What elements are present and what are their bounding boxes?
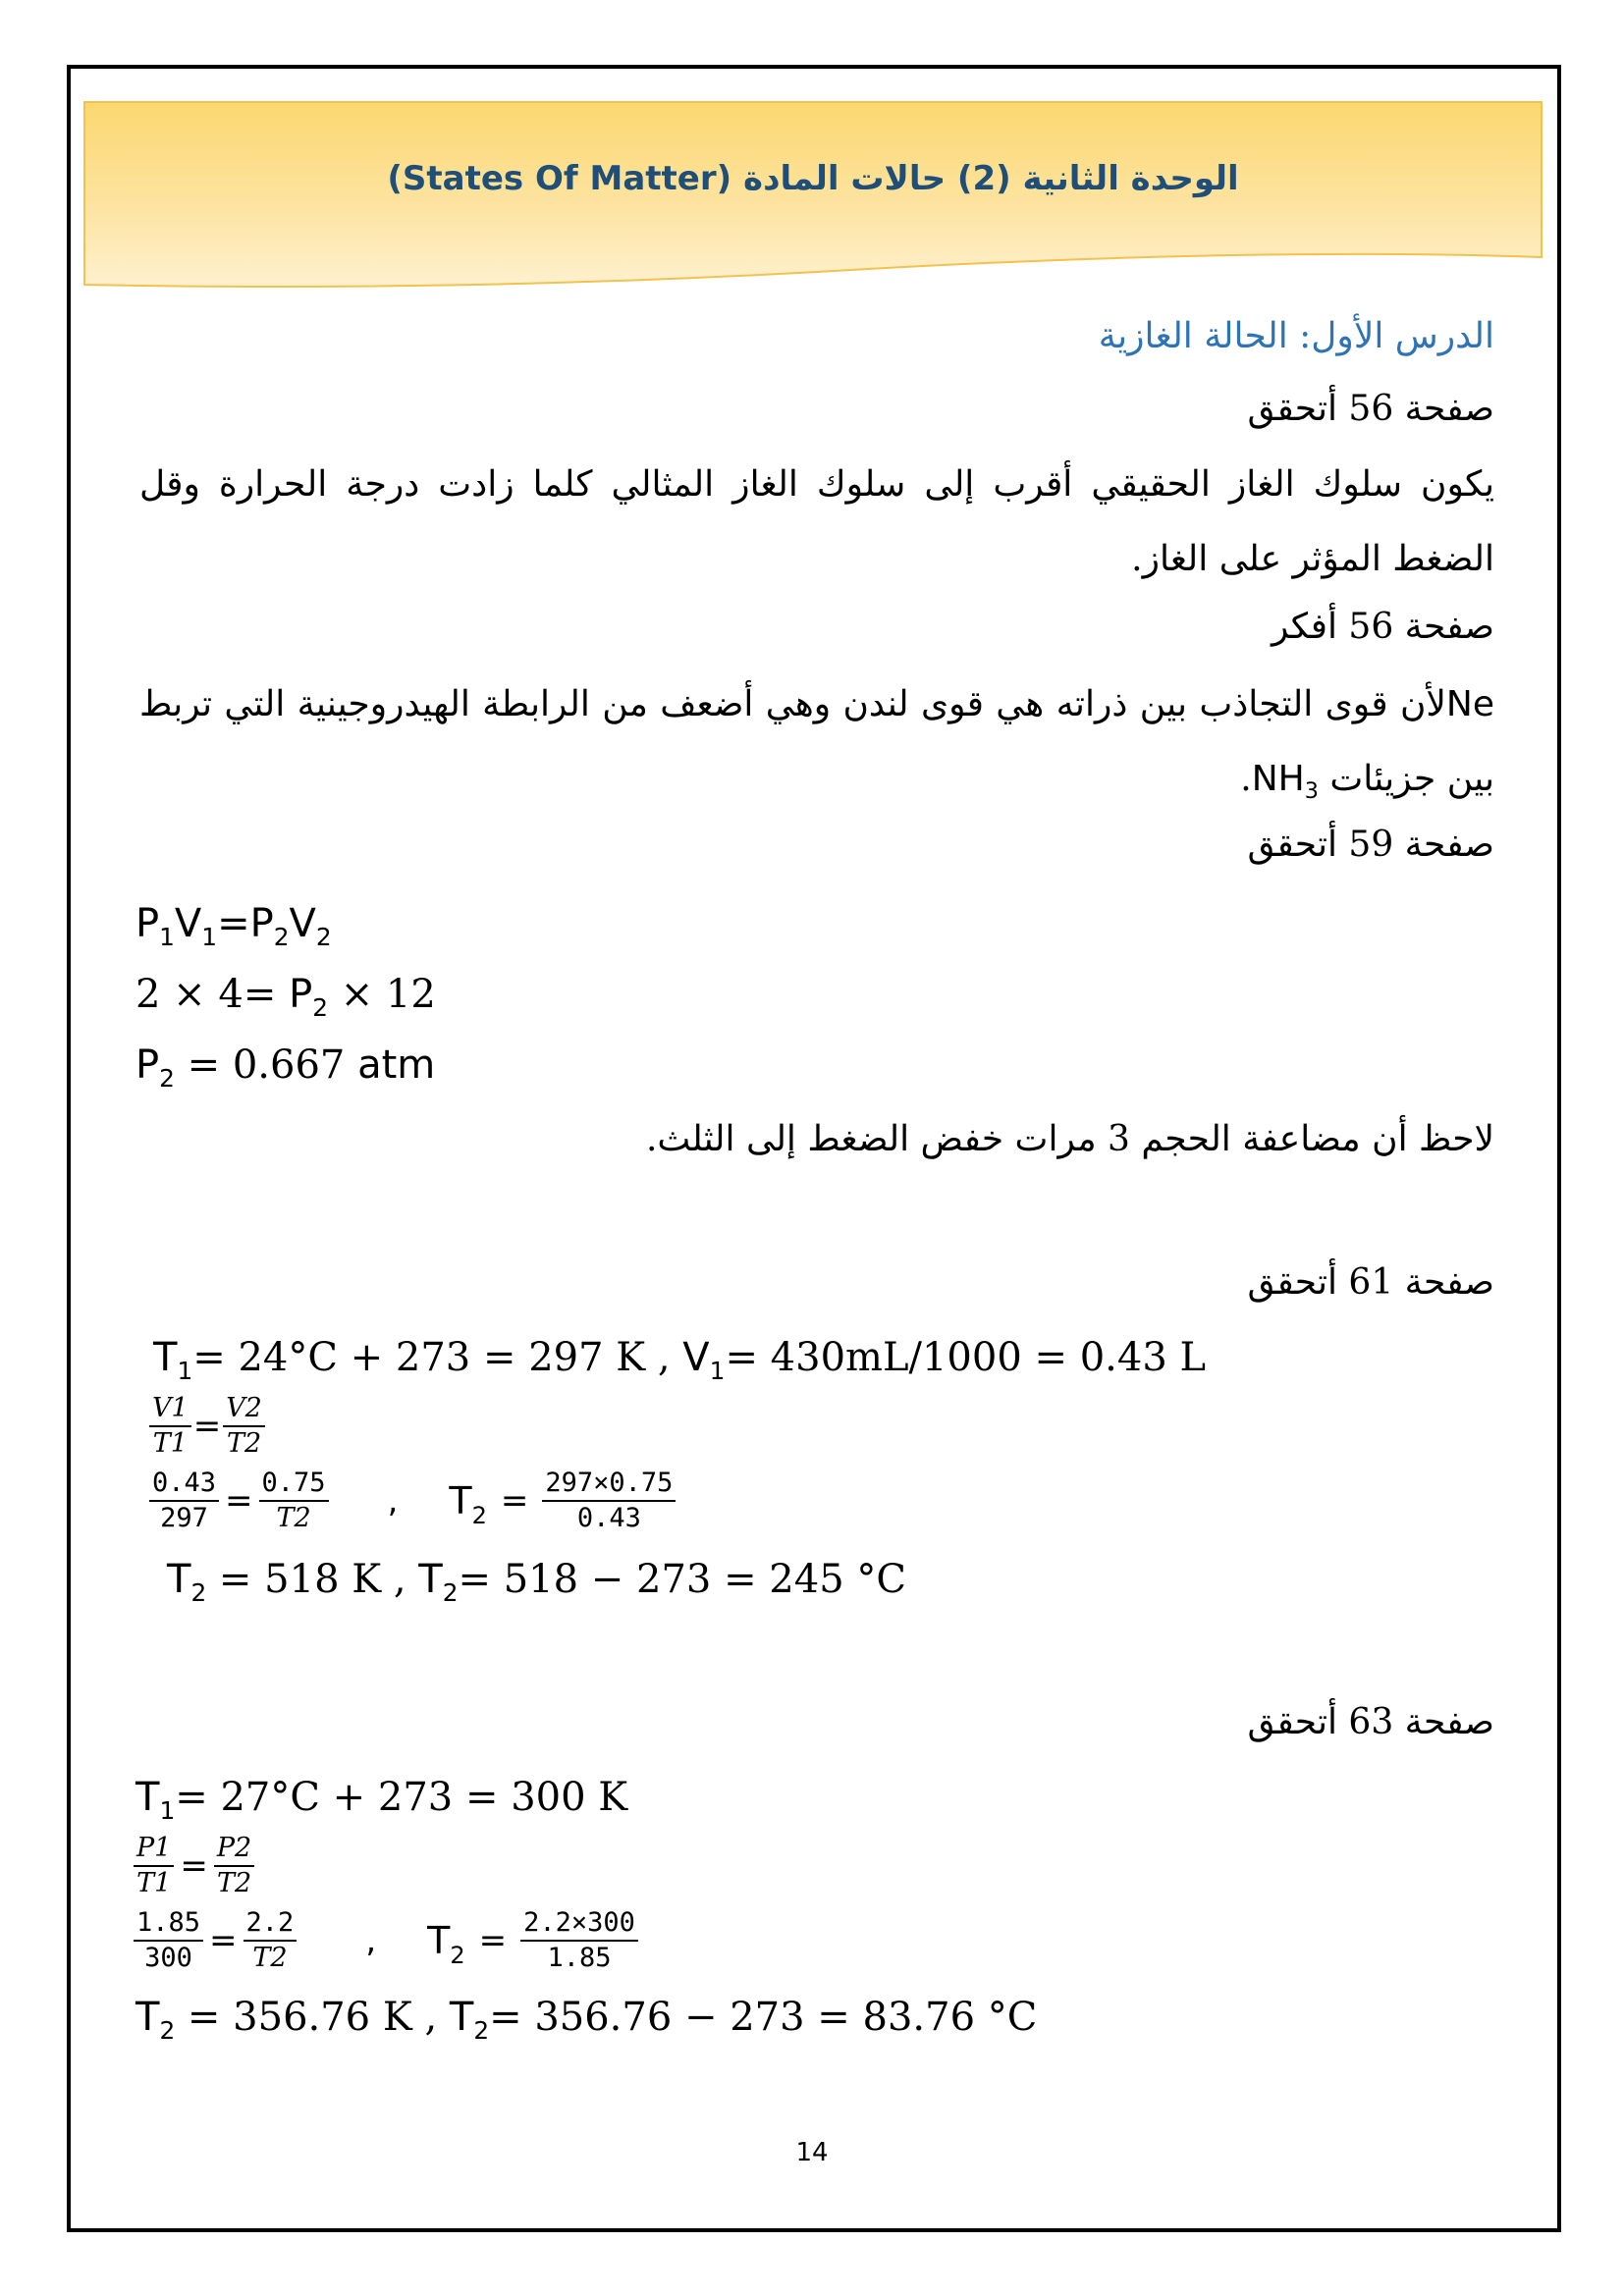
section-heading: صفحة 59 أتحقق: [1247, 825, 1494, 865]
answer-text: يكون سلوك الغاز الحقيقي أقرب إلى سلوك الغاز المثالي كلما زادت درجة الحرارة وقل الضغط المؤثر على الغاز.: [139, 464, 1494, 579]
section-heading: صفحة 56 أتحقق: [1247, 389, 1494, 429]
neon-symbol: Ne: [1445, 684, 1494, 724]
unit-title: الوحدة الثانية (2) حالات المادة (States Of Matter): [387, 159, 1239, 198]
gay-lussac-substitution: $\frac{1.85}{300}$ = $\frac{2.2}{T2}$ , T $_2$ = $\frac{2.2\times 300}{1.85}$: [134, 1906, 638, 1975]
substitution-line: $2 \times 4= P_2 \times 12$: [135, 972, 436, 1022]
page-number: 14: [795, 2138, 829, 2167]
charles-law-fraction: $\frac{V1}{T1}$ = $\frac{V2}{T2}$: [149, 1392, 265, 1461]
result-line: $T_2 = 356.76$ K , $T_2= 356.76 - 273 = 83.76$ °C: [135, 1995, 1038, 2045]
result-line: $T_2 = 518$ K , $T_2= 518 - 273 = 245$ °C: [167, 1557, 906, 1607]
temperature-line: $T_1= 27^\circ C + 273 = 300$ K: [135, 1775, 628, 1825]
section-heading: صفحة 63 أتحقق: [1247, 1702, 1494, 1742]
boyle-law-equation: $P_1V_1=P_2V_2$: [135, 901, 332, 951]
charles-law-substitution: $\frac{0.43}{297}$ = $\frac{0.75}{T2}$ , T $_2$ = $\frac{297\times 0.75}{0.43}$: [149, 1467, 676, 1535]
lesson-title: الدرس الأول: الحالة الغازية: [1098, 316, 1494, 356]
section-heading: صفحة 56 أفكر: [1272, 607, 1494, 647]
result-line: $P_2 = 0.667$ atm: [135, 1042, 436, 1093]
section-heading: صفحة 61 أتحقق: [1247, 1262, 1494, 1303]
ammonia-formula: $NH_3$: [1251, 759, 1319, 805]
gay-lussac-fraction: $\frac{P1}{T1}$ = $\frac{P2}{T2}$: [134, 1832, 254, 1900]
header-banner: [82, 100, 1543, 296]
answer-text: Neلأن قوى التجاذب بين ذراته هي قوى لندن وهي أضعف من الرابطة الهيدروجينية التي تربط بين جزيئات $NH_3$.: [139, 684, 1494, 805]
temperature-volume-line: $T_1= 24^\circ C + 273 = 297$ K , $V_1= 430mL/1000 = 0.43$ L: [153, 1335, 1207, 1385]
note-text: لاحظ أن مضاعفة الحجم 3 مرات خفض الضغط إلى الثلث.: [645, 1119, 1494, 1159]
